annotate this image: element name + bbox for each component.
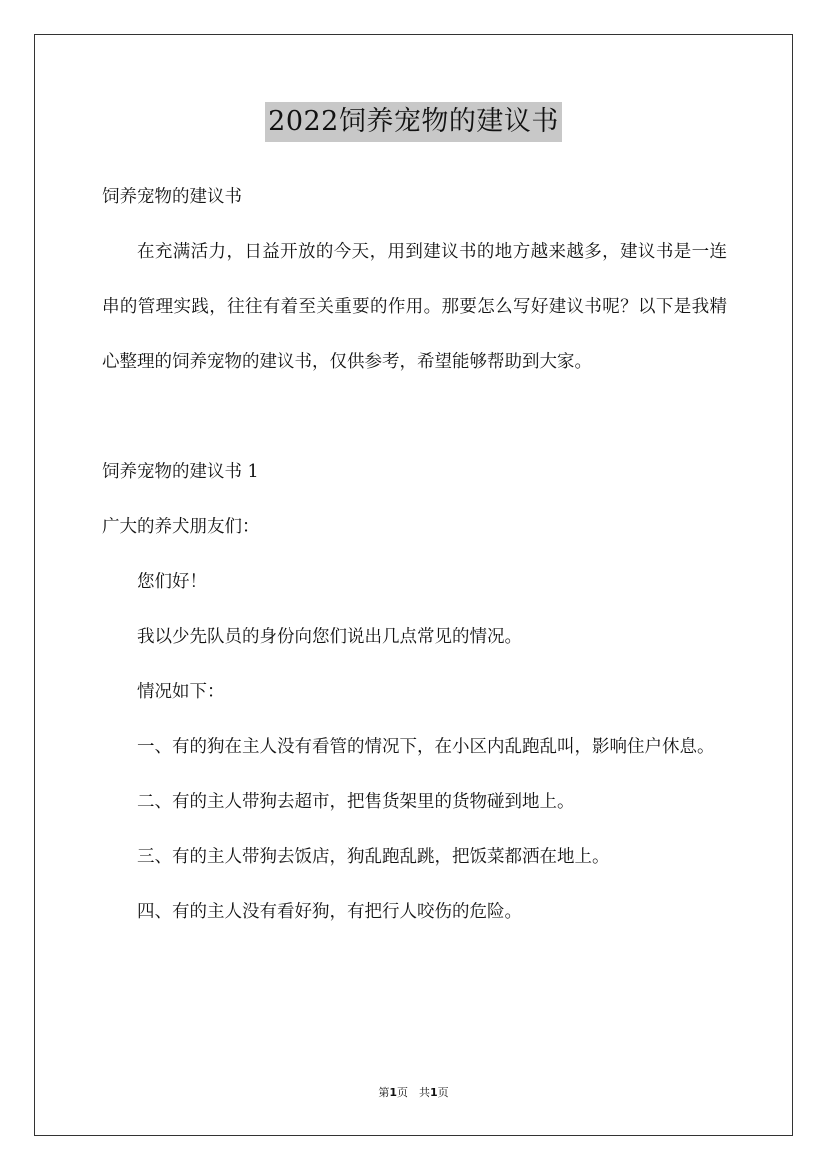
- document-title: 2022饲养宠物的建议书: [265, 102, 562, 142]
- list-item-3: 三、有的主人带狗去饭店，狗乱跑乱跳，把饭菜都洒在地上。: [137, 847, 610, 867]
- list-item-2: 二、有的主人带狗去超市，把售货架里的货物碰到地上。: [137, 792, 575, 812]
- footer-mid: 页 共: [397, 1086, 430, 1099]
- salutation: 广大的养犬朋友们：: [102, 517, 260, 537]
- footer-prefix: 第: [378, 1086, 390, 1099]
- title-container: [0, 102, 827, 142]
- document-body: [102, 170, 727, 940]
- list-item-4: 四、有的主人没有看好狗，有把行人咬伤的危险。: [137, 902, 522, 922]
- subtitle: 饲养宠物的建议书: [102, 187, 242, 207]
- section-heading: 饲养宠物的建议书 1: [102, 462, 259, 482]
- footer-page-number: 1: [389, 1086, 397, 1099]
- body-line-1: 我以少先队员的身份向您们说出几点常见的情况。: [137, 627, 522, 647]
- footer-suffix: 页: [437, 1086, 449, 1099]
- blank-line: [102, 390, 727, 445]
- page-footer: [0, 1084, 827, 1100]
- list-item-1: 一、有的狗在主人没有看管的情况下，在小区内乱跑乱叫，影响住户休息。: [137, 737, 715, 757]
- greeting: 您们好！: [137, 572, 207, 592]
- body-line-2: 情况如下：: [137, 682, 225, 702]
- footer-page-total: 1: [430, 1086, 438, 1099]
- intro-paragraph: 在充满活力，日益开放的今天，用到建议书的地方越来越多，建议书是一连串的管理实践，往往有着至关重要的作用。那要怎么写好建议书呢？以下是我精心整理的饲养宠物的建议书，仅供参考，希望能够帮助到大家。: [102, 242, 727, 372]
